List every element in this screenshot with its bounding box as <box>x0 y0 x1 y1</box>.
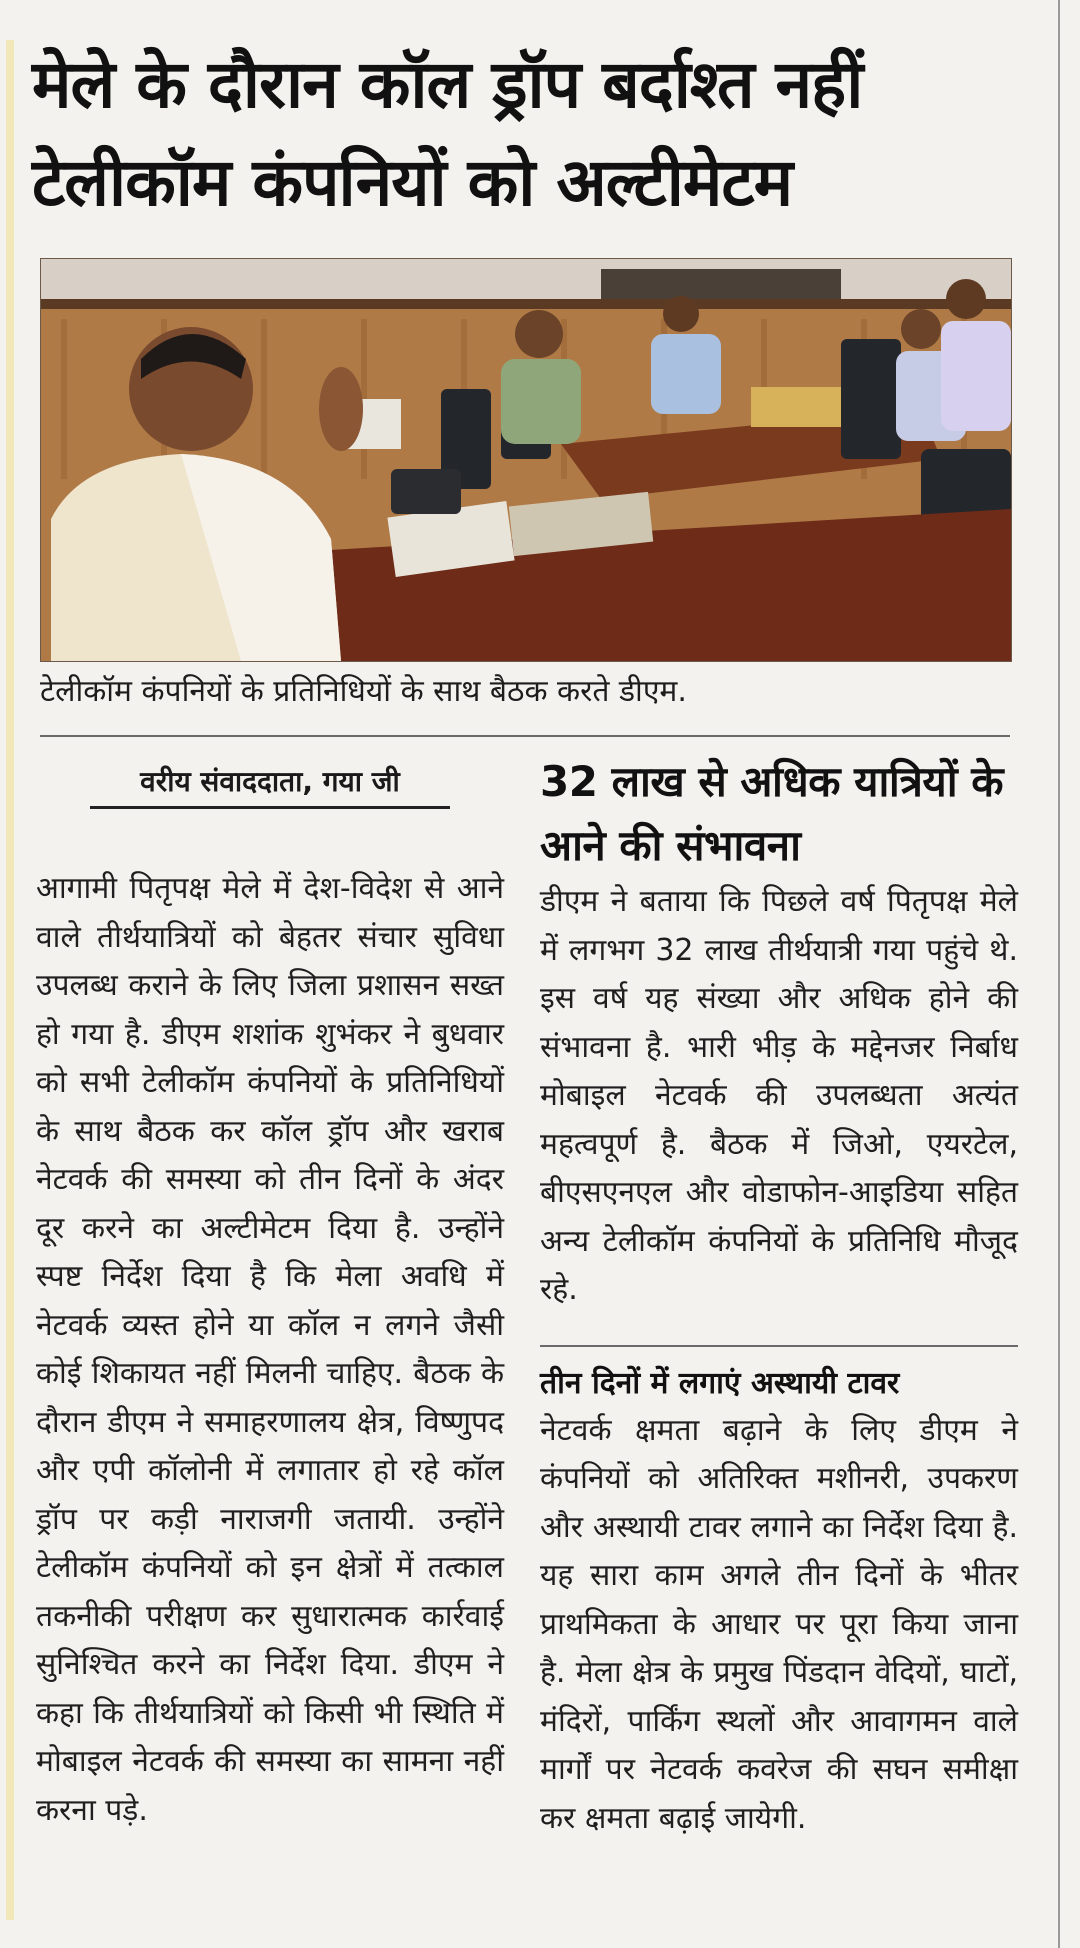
left-column <box>36 760 504 1835</box>
section-divider <box>540 1345 1018 1347</box>
right-column <box>540 750 1018 1843</box>
lead-paragraph: आगामी पितृपक्ष मेले में देश-विदेश से आने वाले तीर्थयात्रियों को बेहतर संचार सुविधा उपलब्ध कराने के लिए जिला प्रशासन सख्त हो गया है. डीएम शशांक शुभंकर ने बुधवार को सभी टेलीकॉम कंपनियों के प्रतिनिधियों के साथ बैठक कर कॉल ड्रॉप और खराब नेटवर्क की समस्या को तीन दिनों के अंदर दूर करने का अल्टीमेटम दिया है. उन्होंने स्पष्ट निर्देश दिया है कि मेला अवधि में नेटवर्क व्यस्त होने या कॉल न लगने जैसी कोई शिकायत नहीं मिलनी चाहिए. बैठक के दौरान डीएम ने समाहरणालय क्षेत्र, विष्णुपद और एपी कॉलोनी में लगातार हो रहे कॉल ड्रॉप पर कड़ी नाराजगी जतायी. उन्होंने टेलीकॉम कंपनियों को इन क्षेत्रों में तत्काल तकनीकी परीक्षण कर सुधारात्मक कार्रवाई सुनिश्चित करने का निर्देश दिया. डीएम ने कहा कि तीर्थयात्रियों को किसी भी स्थिति में मोबाइल नेटवर्क की समस्या का सामना नहीं करना पड़े. <box>36 871 504 1828</box>
section-text-towers: नेटवर्क क्षमता बढ़ाने के लिए डीएम ने कंपनियों को अतिरिक्त मशीनरी, उपकरण और अस्थायी टावर लगाने का निर्देश दिया है. यह सारा काम अगले तीन दिनों के भीतर प्राथमिकता के आधार पर पूरा किया जाना है. मेला क्षेत्र के प्रमुख पिंडदान वेदियों, घाटों, मंदिरों, पार्किंग स्थलों और आवागमन वाले मार्गों पर नेटवर्क कवरेज की सघन समीक्षा कर क्षमता बढ़ाई जायेगी. <box>540 1412 1018 1836</box>
section-heading-towers: तीन दिनों में लगाएं अस्थायी टावर <box>540 1365 900 1401</box>
caption-divider <box>40 735 1010 737</box>
margin-stripe <box>6 40 14 1920</box>
headline-line-1: मेले के दौरान कॉल ड्रॉप बर्दाश्त नहीं <box>32 46 863 123</box>
section-heading-visitors: 32 लाख से अधिक यात्रियों के आने की संभावना <box>540 757 1004 870</box>
page-edge-line <box>1058 0 1060 1948</box>
section-text-visitors: डीएम ने बताया कि पिछले वर्ष पितृपक्ष मेले में लगभग 32 लाख तीर्थयात्री गया पहुंचे थे. इस वर्ष यह संख्या और अधिक होने की संभावना है. भारी भीड़ के मद्देनजर निर्बाध मोबाइल नेटवर्क की उपलब्धता अत्यंत महत्वपूर्ण है. बैठक में जिओ, एयरटेल, बीएसएनएल और वोडाफोन-आइडिया सहित अन्य टेलीकॉम कंपनियों के प्रतिनिधि मौजूद रहे. <box>540 884 1018 1307</box>
photo-caption: टेलीकॉम कंपनियों के प्रतिनिधियों के साथ बैठक करते डीएम. <box>40 674 687 709</box>
byline: वरीय संवाददाता, गया जी <box>90 760 450 809</box>
headline <box>32 36 1022 232</box>
meeting-photo <box>40 258 1012 662</box>
headline-line-2: टेलीकॉम कंपनियों को अल्टीमेटम <box>32 144 793 221</box>
